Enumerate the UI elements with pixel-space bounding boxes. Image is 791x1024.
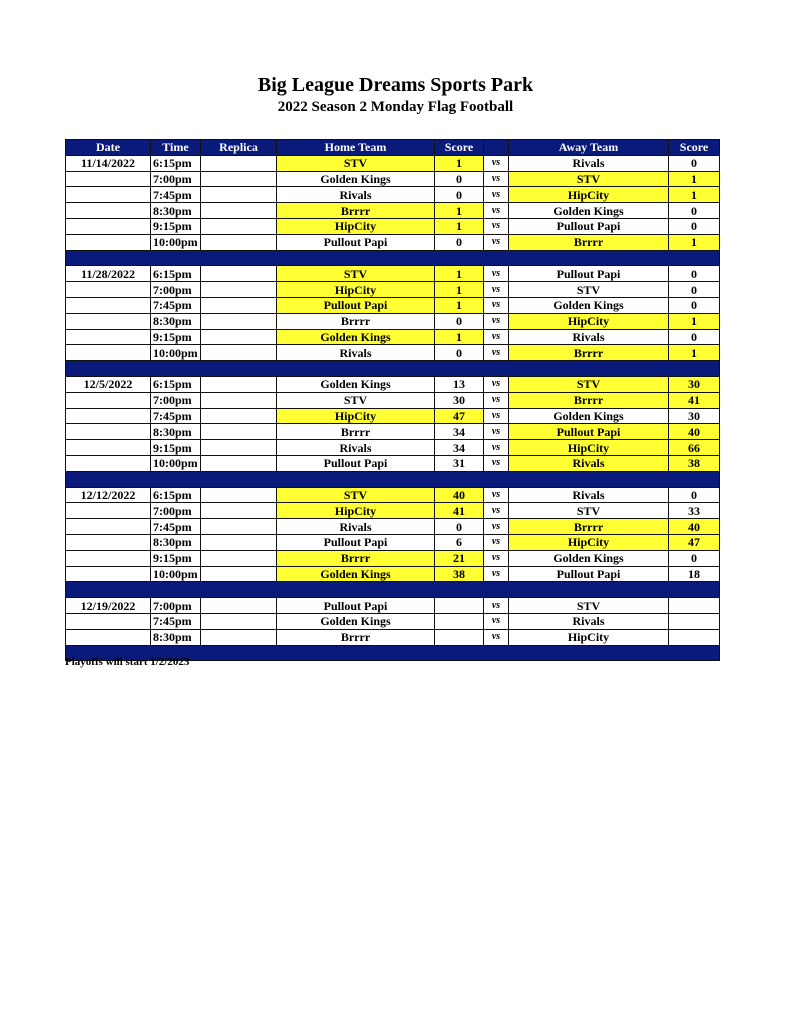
header-away-score: Score (669, 140, 720, 156)
header-home-team: Home Team (277, 140, 435, 156)
home-team: Golden Kings (277, 566, 435, 582)
home-team: Golden Kings (277, 329, 435, 345)
replica-cell (201, 629, 277, 645)
game-date (66, 313, 151, 329)
away-team: Golden Kings (509, 550, 669, 566)
replica-cell (201, 376, 277, 392)
home-team: Pullout Papi (277, 598, 435, 614)
away-score (669, 629, 720, 645)
home-team: Pullout Papi (277, 234, 435, 250)
game-time: 7:00pm (151, 282, 201, 298)
game-date (66, 566, 151, 582)
replica-cell (201, 566, 277, 582)
home-team: STV (277, 266, 435, 282)
away-score: 1 (669, 171, 720, 187)
home-score: 0 (435, 171, 484, 187)
away-team: Rivals (509, 455, 669, 471)
game-date (66, 455, 151, 471)
home-team: HipCity (277, 282, 435, 298)
away-score: 30 (669, 376, 720, 392)
separator-bar (66, 361, 720, 377)
home-score (435, 598, 484, 614)
home-score: 0 (435, 519, 484, 535)
game-date: 11/28/2022 (66, 266, 151, 282)
away-team: Golden Kings (509, 408, 669, 424)
game-time: 6:15pm (151, 266, 201, 282)
header-row (66, 140, 720, 156)
replica-cell (201, 487, 277, 503)
game-date (66, 234, 151, 250)
separator-bar (66, 582, 720, 598)
game-row (66, 282, 720, 298)
replica-cell (201, 550, 277, 566)
schedule-body (66, 155, 720, 661)
vs-label: vs (484, 598, 509, 614)
vs-label: vs (484, 503, 509, 519)
game-row (66, 297, 720, 313)
home-team: HipCity (277, 503, 435, 519)
home-score: 1 (435, 218, 484, 234)
away-score: 0 (669, 297, 720, 313)
home-team: Brrrr (277, 629, 435, 645)
game-time: 7:00pm (151, 503, 201, 519)
home-score: 34 (435, 440, 484, 456)
away-team: Brrrr (509, 392, 669, 408)
game-row (66, 329, 720, 345)
game-row (66, 440, 720, 456)
replica-cell (201, 598, 277, 614)
replica-cell (201, 424, 277, 440)
away-team: Golden Kings (509, 297, 669, 313)
header-home-score: Score (435, 140, 484, 156)
home-score: 40 (435, 487, 484, 503)
game-time: 10:00pm (151, 234, 201, 250)
away-team: HipCity (509, 629, 669, 645)
game-date (66, 203, 151, 219)
away-team: Brrrr (509, 234, 669, 250)
header-replica: Replica (201, 140, 277, 156)
vs-label: vs (484, 297, 509, 313)
schedule-table (65, 139, 720, 661)
game-row (66, 155, 720, 171)
game-date (66, 329, 151, 345)
game-time: 8:30pm (151, 424, 201, 440)
away-score (669, 598, 720, 614)
away-score: 0 (669, 282, 720, 298)
replica-cell (201, 313, 277, 329)
vs-label: vs (484, 629, 509, 645)
away-team: HipCity (509, 440, 669, 456)
vs-label: vs (484, 392, 509, 408)
game-row (66, 503, 720, 519)
away-score: 1 (669, 313, 720, 329)
game-row (66, 550, 720, 566)
game-time: 7:45pm (151, 613, 201, 629)
vs-label: vs (484, 613, 509, 629)
away-team: Brrrr (509, 519, 669, 535)
vs-label: vs (484, 313, 509, 329)
replica-cell (201, 503, 277, 519)
home-score: 6 (435, 534, 484, 550)
game-time: 7:45pm (151, 187, 201, 203)
game-date (66, 218, 151, 234)
week-separator (66, 361, 720, 377)
away-score: 47 (669, 534, 720, 550)
vs-label: vs (484, 203, 509, 219)
away-team: STV (509, 503, 669, 519)
game-time: 10:00pm (151, 455, 201, 471)
page-subtitle: 2022 Season 2 Monday Flag Football (277, 99, 514, 115)
home-score: 0 (435, 234, 484, 250)
vs-label: vs (484, 455, 509, 471)
home-team: Brrrr (277, 203, 435, 219)
home-score: 1 (435, 297, 484, 313)
away-score: 0 (669, 203, 720, 219)
game-date (66, 297, 151, 313)
vs-label: vs (484, 266, 509, 282)
game-date (66, 550, 151, 566)
home-score: 0 (435, 313, 484, 329)
home-team: STV (277, 392, 435, 408)
game-date (66, 171, 151, 187)
away-score: 41 (669, 392, 720, 408)
away-team: HipCity (509, 187, 669, 203)
away-score: 40 (669, 519, 720, 535)
home-score: 1 (435, 329, 484, 345)
game-row (66, 455, 720, 471)
replica-cell (201, 408, 277, 424)
game-date (66, 187, 151, 203)
playoffs-note: Playoffs will start 1/2/2023 (65, 656, 190, 668)
away-team: Rivals (509, 613, 669, 629)
game-time: 10:00pm (151, 566, 201, 582)
vs-label: vs (484, 329, 509, 345)
home-team: Rivals (277, 440, 435, 456)
game-time: 7:45pm (151, 408, 201, 424)
vs-label: vs (484, 440, 509, 456)
game-row (66, 534, 720, 550)
away-team: Pullout Papi (509, 566, 669, 582)
game-row (66, 218, 720, 234)
away-score: 0 (669, 266, 720, 282)
home-team: Golden Kings (277, 376, 435, 392)
header-away-team: Away Team (509, 140, 669, 156)
game-date (66, 440, 151, 456)
home-team: HipCity (277, 218, 435, 234)
replica-cell (201, 297, 277, 313)
home-score: 21 (435, 550, 484, 566)
home-score: 31 (435, 455, 484, 471)
home-team: HipCity (277, 408, 435, 424)
game-row (66, 408, 720, 424)
game-time: 7:45pm (151, 297, 201, 313)
week-separator (66, 471, 720, 487)
game-date: 12/5/2022 (66, 376, 151, 392)
away-team: Golden Kings (509, 203, 669, 219)
home-score: 41 (435, 503, 484, 519)
vs-label: vs (484, 282, 509, 298)
away-score: 18 (669, 566, 720, 582)
replica-cell (201, 203, 277, 219)
home-team: Rivals (277, 519, 435, 535)
away-team: Pullout Papi (509, 424, 669, 440)
game-date (66, 408, 151, 424)
game-time: 10:00pm (151, 345, 201, 361)
header-vs (484, 140, 509, 156)
home-team: Rivals (277, 187, 435, 203)
week-separator (66, 250, 720, 266)
away-team: HipCity (509, 313, 669, 329)
game-time: 6:15pm (151, 376, 201, 392)
game-row (66, 487, 720, 503)
game-time: 8:30pm (151, 203, 201, 219)
away-score: 0 (669, 218, 720, 234)
home-team: Pullout Papi (277, 455, 435, 471)
home-score: 34 (435, 424, 484, 440)
game-row (66, 234, 720, 250)
away-score: 0 (669, 487, 720, 503)
game-time: 7:45pm (151, 519, 201, 535)
home-score: 1 (435, 266, 484, 282)
away-team: HipCity (509, 534, 669, 550)
replica-cell (201, 266, 277, 282)
replica-cell (201, 155, 277, 171)
game-date (66, 392, 151, 408)
home-team: Brrrr (277, 550, 435, 566)
away-score: 38 (669, 455, 720, 471)
home-score: 13 (435, 376, 484, 392)
home-team: Golden Kings (277, 171, 435, 187)
home-team: STV (277, 487, 435, 503)
home-team: Rivals (277, 345, 435, 361)
replica-cell (201, 329, 277, 345)
replica-cell (201, 392, 277, 408)
game-time: 8:30pm (151, 629, 201, 645)
game-row (66, 345, 720, 361)
game-time: 7:00pm (151, 392, 201, 408)
home-team: Brrrr (277, 313, 435, 329)
replica-cell (201, 534, 277, 550)
header-time: Time (151, 140, 201, 156)
game-row (66, 629, 720, 645)
game-date (66, 519, 151, 535)
game-time: 6:15pm (151, 487, 201, 503)
game-time: 7:00pm (151, 598, 201, 614)
game-date (66, 629, 151, 645)
vs-label: vs (484, 550, 509, 566)
vs-label: vs (484, 376, 509, 392)
game-row (66, 392, 720, 408)
replica-cell (201, 345, 277, 361)
game-row (66, 266, 720, 282)
away-score: 30 (669, 408, 720, 424)
away-team: Pullout Papi (509, 266, 669, 282)
game-row (66, 313, 720, 329)
game-date (66, 503, 151, 519)
away-score (669, 613, 720, 629)
away-team: STV (509, 376, 669, 392)
home-team: Pullout Papi (277, 534, 435, 550)
away-score: 1 (669, 345, 720, 361)
away-score: 0 (669, 329, 720, 345)
away-score: 0 (669, 155, 720, 171)
away-team: STV (509, 171, 669, 187)
away-score: 40 (669, 424, 720, 440)
away-score: 0 (669, 550, 720, 566)
game-row (66, 203, 720, 219)
home-team: Pullout Papi (277, 297, 435, 313)
replica-cell (201, 218, 277, 234)
game-row (66, 171, 720, 187)
vs-label: vs (484, 155, 509, 171)
game-date: 12/19/2022 (66, 598, 151, 614)
away-team: Brrrr (509, 345, 669, 361)
separator-bar (66, 471, 720, 487)
game-time: 9:15pm (151, 329, 201, 345)
game-time: 7:00pm (151, 171, 201, 187)
game-date (66, 282, 151, 298)
vs-label: vs (484, 424, 509, 440)
game-row (66, 566, 720, 582)
away-team: Rivals (509, 155, 669, 171)
vs-label: vs (484, 218, 509, 234)
home-team: Brrrr (277, 424, 435, 440)
replica-cell (201, 440, 277, 456)
home-score (435, 629, 484, 645)
game-row (66, 424, 720, 440)
home-score: 38 (435, 566, 484, 582)
away-score: 66 (669, 440, 720, 456)
home-team: STV (277, 155, 435, 171)
game-date (66, 534, 151, 550)
game-time: 9:15pm (151, 218, 201, 234)
away-score: 33 (669, 503, 720, 519)
vs-label: vs (484, 566, 509, 582)
away-team: Pullout Papi (509, 218, 669, 234)
vs-label: vs (484, 534, 509, 550)
vs-label: vs (484, 234, 509, 250)
home-score: 30 (435, 392, 484, 408)
game-time: 6:15pm (151, 155, 201, 171)
game-time: 8:30pm (151, 313, 201, 329)
away-score: 1 (669, 187, 720, 203)
vs-label: vs (484, 408, 509, 424)
away-score: 1 (669, 234, 720, 250)
vs-label: vs (484, 187, 509, 203)
game-time: 8:30pm (151, 534, 201, 550)
header-date: Date (66, 140, 151, 156)
vs-label: vs (484, 487, 509, 503)
vs-label: vs (484, 345, 509, 361)
page-title: Big League Dreams Sports Park (257, 74, 534, 96)
game-date (66, 424, 151, 440)
replica-cell (201, 455, 277, 471)
vs-label: vs (484, 171, 509, 187)
home-score: 0 (435, 345, 484, 361)
replica-cell (201, 282, 277, 298)
replica-cell (201, 613, 277, 629)
away-team: Rivals (509, 487, 669, 503)
game-date: 12/12/2022 (66, 487, 151, 503)
home-score: 0 (435, 187, 484, 203)
game-date: 11/14/2022 (66, 155, 151, 171)
game-row (66, 598, 720, 614)
replica-cell (201, 187, 277, 203)
game-row (66, 613, 720, 629)
home-score: 1 (435, 203, 484, 219)
away-team: STV (509, 282, 669, 298)
replica-cell (201, 519, 277, 535)
replica-cell (201, 171, 277, 187)
week-separator (66, 582, 720, 598)
away-team: Rivals (509, 329, 669, 345)
game-row (66, 519, 720, 535)
game-time: 9:15pm (151, 550, 201, 566)
game-row (66, 376, 720, 392)
vs-label: vs (484, 519, 509, 535)
game-date (66, 345, 151, 361)
home-score: 1 (435, 155, 484, 171)
replica-cell (201, 234, 277, 250)
game-date (66, 613, 151, 629)
home-team: Golden Kings (277, 613, 435, 629)
home-score: 47 (435, 408, 484, 424)
home-score: 1 (435, 282, 484, 298)
game-time: 9:15pm (151, 440, 201, 456)
game-row (66, 187, 720, 203)
home-score (435, 613, 484, 629)
away-team: STV (509, 598, 669, 614)
separator-bar (66, 250, 720, 266)
